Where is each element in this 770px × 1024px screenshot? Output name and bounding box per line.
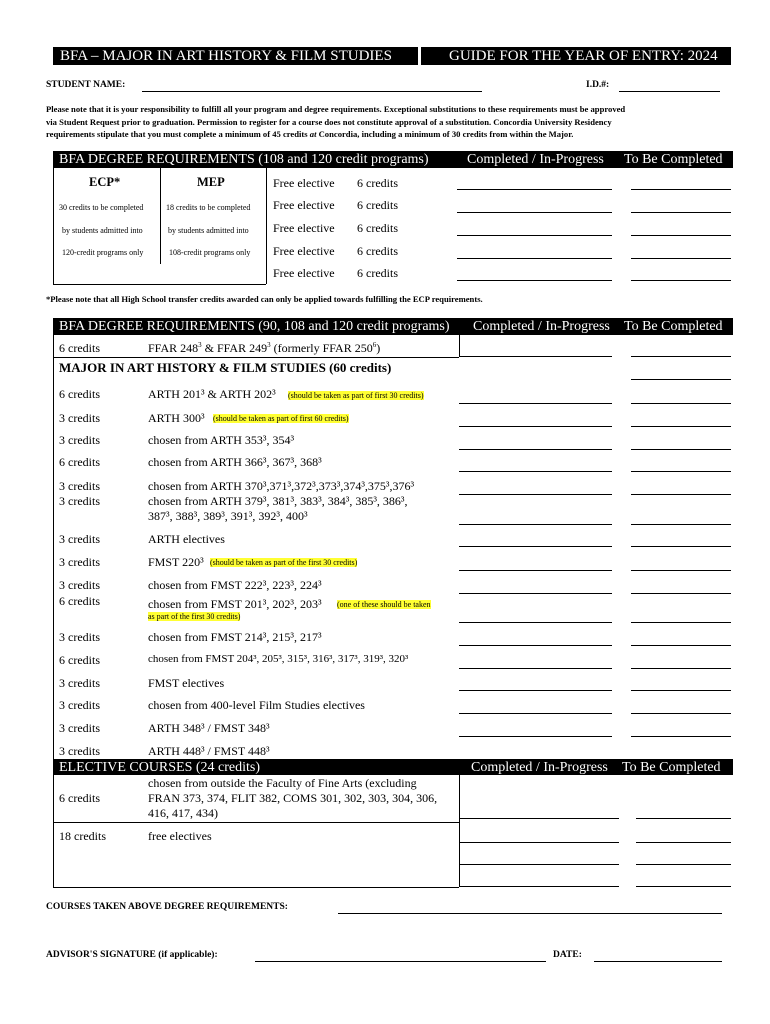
row13-courses: ARTH 348³ / FMST 348³ bbox=[148, 721, 270, 735]
s2-tbc-line[interactable] bbox=[631, 356, 731, 357]
s3-right-border bbox=[459, 775, 460, 887]
s2-ffar-bottom bbox=[53, 357, 459, 358]
s1-completed-line[interactable] bbox=[457, 189, 612, 190]
free-elective-3: Free elective bbox=[273, 221, 335, 235]
s1-completed-line[interactable] bbox=[457, 212, 612, 213]
s2-tbc-line[interactable] bbox=[631, 690, 731, 691]
s1-col-border bbox=[160, 168, 161, 264]
free-elective-5: Free elective bbox=[273, 266, 335, 280]
row8-credits-a: 3 credits bbox=[59, 578, 100, 592]
row12-credits: 3 credits bbox=[59, 698, 100, 712]
row11-courses: FMST electives bbox=[148, 676, 225, 690]
s2-completed-line[interactable] bbox=[459, 668, 612, 669]
s2-tbc-line[interactable] bbox=[631, 379, 731, 380]
free-elective-4-credits: 6 credits bbox=[357, 244, 398, 258]
student-id-field[interactable] bbox=[619, 91, 720, 92]
student-name-field[interactable] bbox=[142, 91, 482, 92]
title-bar bbox=[53, 47, 731, 65]
row8-note-a: (one of these should be taken bbox=[337, 600, 431, 609]
notice-line-3: requirements stipulate that you must complete a minimum of 45 credits at Concordia, including a minimum of 30 credits from within the Major. bbox=[46, 129, 574, 139]
s3-completed-line[interactable] bbox=[459, 818, 619, 819]
title-divider bbox=[418, 47, 421, 65]
s1-completed-line[interactable] bbox=[457, 235, 612, 236]
mep-line-2: by students admitted into bbox=[168, 226, 249, 235]
row3-credits: 3 credits bbox=[59, 433, 100, 447]
s1-left-border bbox=[53, 168, 54, 284]
s2-tbc-line[interactable] bbox=[631, 426, 731, 427]
s2-tbc-line[interactable] bbox=[631, 546, 731, 547]
section1-header bbox=[53, 151, 733, 168]
section1-tbc-header: To Be Completed bbox=[624, 152, 723, 167]
s2-completed-line[interactable] bbox=[459, 690, 612, 691]
free-elective-2: Free elective bbox=[273, 198, 335, 212]
s2-tbc-line[interactable] bbox=[631, 471, 731, 472]
ffar-courses: FFAR $248^3$ & FFAR $249^3$ (formerly FFAR $250^6$) bbox=[148, 341, 381, 355]
free-elective-3-credits: 6 credits bbox=[357, 221, 398, 235]
s2-tbc-line[interactable] bbox=[631, 403, 731, 404]
s2-completed-line[interactable] bbox=[459, 736, 612, 737]
elective1-line-1: chosen from outside the Faculty of Fine Arts (excluding bbox=[148, 776, 417, 790]
s2-tbc-line[interactable] bbox=[631, 524, 731, 525]
row10-credits: 6 credits bbox=[59, 653, 100, 667]
row3-courses: chosen from ARTH 353³, 354³ bbox=[148, 433, 295, 447]
mep-line-1: 18 credits to be completed bbox=[166, 203, 251, 212]
s2-completed-line[interactable] bbox=[459, 471, 612, 472]
s2-completed-line[interactable] bbox=[459, 622, 612, 623]
mep-heading: MEP bbox=[197, 175, 225, 189]
section3-completed-header: Completed / In-Progress bbox=[471, 760, 608, 775]
s3-mid-border bbox=[53, 822, 459, 823]
elective2-credits: 18 credits bbox=[59, 829, 106, 843]
ffar-credits: 6 credits bbox=[59, 341, 100, 355]
row5-courses-a: chosen from ARTH 370³,371³,372³,373³,374³,375³,376³ bbox=[148, 479, 415, 493]
free-elective-4: Free elective bbox=[273, 244, 335, 258]
free-elective-1-credits: 6 credits bbox=[357, 176, 398, 190]
s3-tbc-line[interactable] bbox=[636, 864, 731, 865]
row7-note: (should be taken as part of the first 30 credits) bbox=[210, 558, 358, 567]
s2-left-border bbox=[53, 335, 54, 759]
section3-tbc-header: To Be Completed bbox=[622, 760, 721, 775]
free-elective-1: Free elective bbox=[273, 176, 335, 190]
elective2-text: free electives bbox=[148, 829, 212, 843]
row8-note-b: as part of the first 30 credits) bbox=[148, 612, 241, 621]
row2-credits: 3 credits bbox=[59, 411, 100, 425]
row8-credits-b: 6 credits bbox=[59, 594, 100, 608]
s1-completed-line[interactable] bbox=[457, 258, 612, 259]
row9-courses: chosen from FMST 214³, 215³, 217³ bbox=[148, 630, 322, 644]
notice-text bbox=[46, 103, 736, 141]
row4-credits: 6 credits bbox=[59, 455, 100, 469]
s3-left-border bbox=[53, 775, 54, 887]
s2-completed-line[interactable] bbox=[459, 593, 612, 594]
s3-completed-line[interactable] bbox=[459, 886, 619, 887]
row12-courses: chosen from 400-level Film Studies electives bbox=[148, 698, 365, 712]
s2-tbc-line[interactable] bbox=[631, 713, 731, 714]
s1-bottom-border bbox=[53, 284, 266, 285]
ecp-line-3: 120-credit programs only bbox=[62, 248, 144, 257]
s2-tbc-line[interactable] bbox=[631, 494, 731, 495]
notice-line-1: Please note that it is your responsibility to fulfill all your program and degree requirements. Exceptional substitutions to these requirements must be approved bbox=[46, 104, 626, 114]
row1-courses: ARTH 201³ & ARTH 202³ bbox=[148, 387, 276, 401]
row6-credits: 3 credits bbox=[59, 532, 100, 546]
advisor-signature-label: ADVISOR'S SIGNATURE (if applicable): bbox=[46, 950, 218, 960]
courses-above-label: COURSES TAKEN ABOVE DEGREE REQUIREMENTS: bbox=[46, 902, 288, 912]
row6-courses: ARTH electives bbox=[148, 532, 225, 546]
row5-courses-c: 387³, 388³, 389³, 391³, 392³, 400³ bbox=[148, 509, 308, 523]
row14-courses: ARTH 448³ / FMST 448³ bbox=[148, 744, 270, 758]
s2-completed-line[interactable] bbox=[459, 356, 612, 357]
free-elective-5-credits: 6 credits bbox=[357, 266, 398, 280]
s2-completed-line[interactable] bbox=[459, 426, 612, 427]
s3-tbc-line[interactable] bbox=[636, 886, 731, 887]
s1-tbc-line[interactable] bbox=[631, 258, 731, 259]
s3-tbc-line[interactable] bbox=[636, 818, 731, 819]
row11-credits: 3 credits bbox=[59, 676, 100, 690]
section3-header bbox=[53, 759, 733, 775]
program-title: BFA – MAJOR IN ART HISTORY & FILM STUDIES bbox=[60, 48, 392, 64]
s3-tbc-line[interactable] bbox=[636, 842, 731, 843]
section1-title: BFA DEGREE REQUIREMENTS (108 and 120 credit programs) bbox=[59, 152, 429, 167]
s3-completed-line[interactable] bbox=[459, 842, 619, 843]
s2-completed-line[interactable] bbox=[459, 546, 612, 547]
s1-tbc-line[interactable] bbox=[631, 235, 731, 236]
s3-completed-line[interactable] bbox=[459, 864, 619, 865]
ecp-note: *Please note that all High School transfer credits awarded can only be applied towards fulfilling the ECP requirements. bbox=[46, 294, 483, 304]
s1-tbc-line[interactable] bbox=[631, 212, 731, 213]
section2-header bbox=[53, 318, 733, 335]
free-elective-2-credits: 6 credits bbox=[357, 198, 398, 212]
s2-completed-line[interactable] bbox=[459, 645, 612, 646]
s1-tbc-line[interactable] bbox=[631, 189, 731, 190]
section3-title: ELECTIVE COURSES (24 credits) bbox=[59, 760, 261, 775]
row5-credits-a: 3 credits bbox=[59, 479, 100, 493]
row7-courses: FMST 220³ bbox=[148, 555, 204, 569]
notice-line-2: via Student Request prior to graduation. Permission to register for a course does not constitute approval of a substitution. Concordia University Residency bbox=[46, 116, 612, 127]
s2-completed-line[interactable] bbox=[459, 713, 612, 714]
s2-tbc-line[interactable] bbox=[631, 622, 731, 623]
section1-completed-header: Completed / In-Progress bbox=[467, 152, 604, 167]
row1-credits: 6 credits bbox=[59, 387, 100, 401]
courses-above-field[interactable] bbox=[338, 913, 722, 914]
row2-note: (should be taken as part of first 60 credits) bbox=[213, 414, 349, 423]
s2-completed-line[interactable] bbox=[459, 570, 612, 571]
elective1-credits: 6 credits bbox=[59, 791, 100, 805]
row8-courses-b: chosen from FMST 201³, 202³, 203³ bbox=[148, 597, 322, 611]
section2-tbc-header: To Be Completed bbox=[624, 319, 723, 334]
row13-credits: 3 credits bbox=[59, 721, 100, 735]
date-label: DATE: bbox=[553, 950, 582, 960]
s1-completed-line[interactable] bbox=[457, 280, 612, 281]
elective1-line-3: 416, 417, 434) bbox=[148, 806, 218, 820]
row4-courses: chosen from ARTH 366³, 367³, 368³ bbox=[148, 455, 322, 469]
row10-courses: chosen from FMST 204³, 205³, 315³, 316³, 317³, 319³, 320³ bbox=[148, 653, 409, 665]
s2-tbc-line[interactable] bbox=[631, 570, 731, 571]
section2-title: BFA DEGREE REQUIREMENTS (90, 108 and 120 credit programs) bbox=[59, 319, 450, 334]
row2-courses: ARTH 300³ bbox=[148, 411, 205, 425]
s2-tbc-line[interactable] bbox=[631, 449, 731, 450]
s1-tbc-line[interactable] bbox=[631, 280, 731, 281]
s2-completed-line[interactable] bbox=[459, 449, 612, 450]
s2-completed-line[interactable] bbox=[459, 494, 612, 495]
s2-tbc-line[interactable] bbox=[631, 736, 731, 737]
s1-mid-border bbox=[266, 168, 267, 284]
mep-line-3: 108-credit programs only bbox=[169, 248, 251, 257]
row14-credits: 3 credits bbox=[59, 744, 100, 758]
row5-courses-b: chosen from ARTH 379³, 381³, 383³, 384³, 385³, 386³, bbox=[148, 494, 408, 508]
s2-tbc-line[interactable] bbox=[631, 593, 731, 594]
row8-courses-a: chosen from FMST 222³, 223³, 224³ bbox=[148, 578, 322, 592]
ecp-heading: ECP* bbox=[89, 175, 121, 189]
row7-credits: 3 credits bbox=[59, 555, 100, 569]
row9-credits: 3 credits bbox=[59, 630, 100, 644]
ecp-line-1: 30 credits to be completed bbox=[59, 203, 144, 212]
student-name-label: STUDENT NAME: bbox=[46, 80, 126, 90]
major-title: MAJOR IN ART HISTORY & FILM STUDIES (60 credits) bbox=[59, 360, 392, 375]
ecp-line-2: by students admitted into bbox=[62, 226, 143, 235]
s2-tbc-line[interactable] bbox=[631, 645, 731, 646]
s2-completed-line[interactable] bbox=[459, 403, 612, 404]
student-id-label: I.D.#: bbox=[586, 80, 610, 90]
row5-credits-b: 3 credits bbox=[59, 494, 100, 508]
section2-completed-header: Completed / In-Progress bbox=[473, 319, 610, 334]
year-of-entry: GUIDE FOR THE YEAR OF ENTRY: 2024 bbox=[449, 48, 718, 64]
row1-note: (should be taken as part of first 30 credits) bbox=[288, 391, 424, 400]
s2-tbc-line[interactable] bbox=[631, 668, 731, 669]
date-field[interactable] bbox=[594, 961, 722, 962]
s2-right-border bbox=[459, 335, 460, 357]
elective1-line-2: FRAN 373, 374, FLIT 382, COMS 301, 302, 303, 304, 306, bbox=[148, 791, 438, 805]
s3-bottom-border bbox=[53, 887, 459, 888]
s2-completed-line[interactable] bbox=[459, 524, 612, 525]
advisor-signature-field[interactable] bbox=[255, 961, 546, 962]
